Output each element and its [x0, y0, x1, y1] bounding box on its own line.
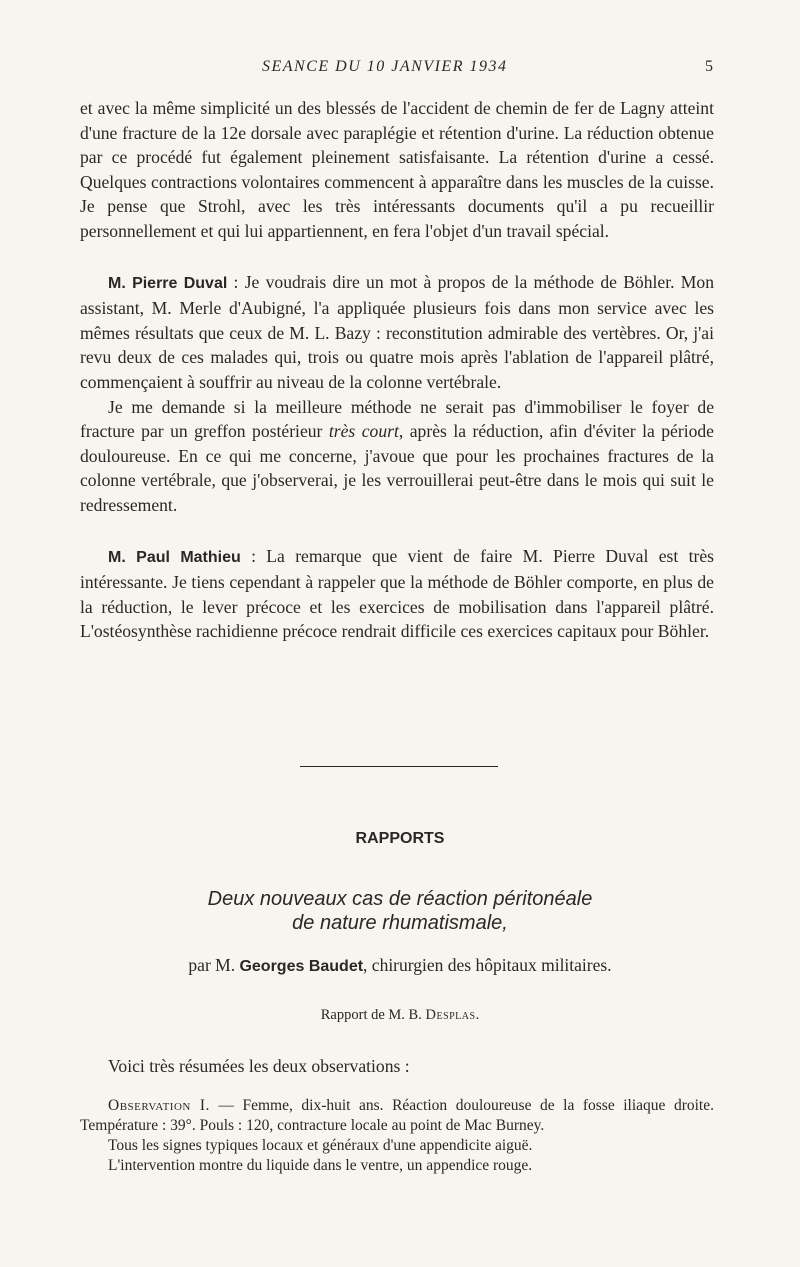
byline-suffix: , chirurgien des hôpitaux militaires.	[363, 955, 612, 975]
page-number: 5	[705, 58, 715, 75]
report-suffix: .	[475, 1007, 480, 1023]
summary-line: Voici très résumées les deux observations :	[108, 1056, 410, 1076]
paragraph-text: , après la réduction, afin d'éviter la période douloureuse. En ce qui me concerne, j'avoue que pour les prochaines fractures de la colonne vertébrale, que j'observerai, je les verrouillerai peut-être dans le mois qui suit le redressement.	[80, 421, 714, 515]
paragraph-duval	[80, 270, 714, 395]
report-prefix: Rapport de M. B.	[320, 1007, 426, 1023]
observation-paragraph	[80, 1096, 714, 1136]
article-title-line: de nature rhumatismale,	[292, 912, 508, 934]
paragraph-text: : La remarque que vient de faire M. Pierre Duval est très intéressante. Je tiens cependant à rappeler que la méthode de Böhler comporte, en plus de la réduction, le lever précoce et les exercices de mobilisation dans l'appareil plâtré. L'ostéosynthèse rachidienne précoce rendrait difficile ces exercices capitaux pour Böhler.	[80, 545, 714, 642]
paragraph-continuation: et avec la même simplicité un des blessés de l'accident de chemin de fer de Lagny atteint d'une fracture de la 12e dorsale avec paraplégie et rétention d'urine. La réduction obtenue par ce procédé fut également pleinement satisfaisante. La rétention d'urine a cessé. Quelques contractions volontaires commencent à apparaître dans les muscles de la cuisse. Je pense que Strohl, avec les très intéressants documents qu'il a pu recueillir personnellement et qui lui appartiennent, en fera l'objet d'un travail spécial.	[80, 98, 714, 241]
observation-line: L'intervention montre du liquide dans le ventre, un appendice rouge.	[108, 1157, 533, 1174]
observation-text: — Femme, dix-huit ans. Réaction douloureuse de la fosse iliaque droite. Température : 39°. Pouls : 120, contracture locale au point de Mac Burney.	[80, 1097, 714, 1134]
byline-prefix: par M.	[188, 955, 240, 975]
author-name: Georges Baudet	[239, 958, 364, 975]
paragraph-text: Je me demande si la meilleure méthode ne serait pas d'immobiliser le foyer de fracture par un greffon postérieur	[80, 396, 714, 442]
paragraph-mathieu	[80, 544, 714, 644]
running-title: SEANCE DU 10 JANVIER 1934	[262, 58, 508, 75]
discussion-text	[80, 96, 714, 644]
italic-emphasis: très court	[328, 421, 399, 442]
paragraph-text: : Je voudrais dire un mot à propos de la méthode de Böhler. Mon assistant, M. Merle d'Aubigné, l'a appliquée plusieurs fois dans mon service avec les mêmes résultats que ceux de M. L. Bazy : reconstitution admirable des vertèbres. Or, j'ai revu deux de ces malades qui, trois ou quatre mois après l'ablation de l'appareil plâtré, commençaient à souffrir au niveau de la colonne vertébrale.	[80, 271, 714, 392]
observation-label: Observation I.	[108, 1097, 210, 1114]
section-heading: RAPPORTS	[355, 830, 445, 847]
section-divider	[300, 766, 498, 767]
report-attribution	[0, 1007, 800, 1024]
observation-block	[80, 1096, 714, 1176]
paragraph-duval-2	[80, 395, 714, 518]
speaker-name: M. Pierre Duval	[108, 274, 228, 292]
observation-line: Tous les signes typiques locaux et généraux d'une appendicite aiguë.	[108, 1137, 533, 1154]
running-header	[0, 58, 800, 82]
byline	[0, 955, 800, 976]
article-title-line: Deux nouveaux cas de réaction péritonéale	[207, 888, 593, 910]
article-title	[0, 887, 800, 935]
speaker-name: M. Paul Mathieu	[108, 548, 241, 566]
reporter-name: Desplas	[425, 1007, 476, 1023]
